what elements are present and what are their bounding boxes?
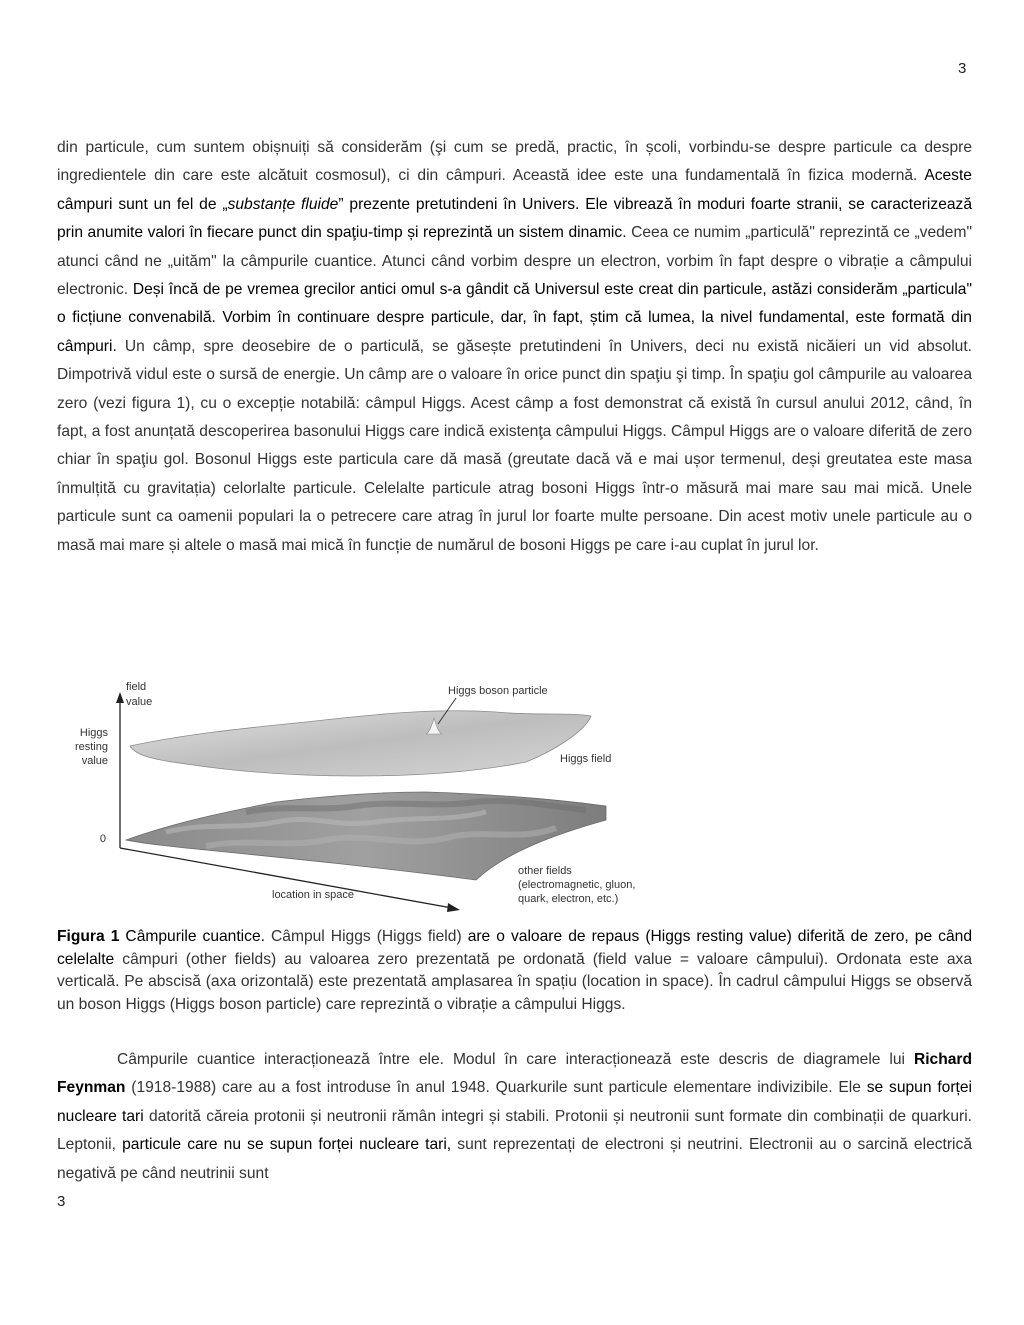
caption-text-3: câmpuri (other fields) au valoarea zero prezentată pe ordonată (field value = valoare câmpului). Ordonata este axa verticală. Pe abscisă (axa orizontală) este prezentată amplasarea în spațiu (location in space). În cadrul câmpului Higgs se observă un boson Higgs (Higgs boson particle) care reprezintă o vibrație a câmpului Higgs.: [57, 950, 972, 1013]
other-fields-label-1: other fields: [518, 865, 572, 877]
higgs-field-label: Higgs field: [560, 753, 612, 765]
other-fields-label-3: quark, electron, etc.): [518, 893, 619, 905]
p2-name: Richard Feynman: [57, 1051, 972, 1097]
p1-sentence-4: Deși încă de pe vremea grecilor antici omul s-a gândit că Universul este creat din particule, astăzi considerăm „particula" o ficțiune convenabilă. Vorbim în continuare despre particule, dar, în fapt, știm că lumea, la nivel fundamental, este formată din câmpuri.: [57, 281, 972, 355]
p2-text-2: (1918-1988) care au a fost introduse în anul 1948. Quarkurile sunt particule elementare indivizibile. Ele: [125, 1079, 867, 1097]
p2-text-4: datorită căreia protonii și neutronii rămân integri și stabili. Protonii și neutronii sunt formate din combinații de quarkuri. Leptonii,: [57, 1107, 973, 1154]
higgs-field-surface: [130, 711, 591, 776]
y-axis-label-2: value: [126, 696, 153, 708]
higgs-rest-label-3: value: [81, 755, 108, 767]
caption-label: Figura 1: [57, 928, 120, 945]
p1-sentence-3: Ceea ce numim „particulă" reprezintă ce „vedem" atunci când ne „uităm" la câmpurile cuantice. Atunci când vorbim despre un electron, vorbim în fapt despre o vibrație a câmpului electronic.: [57, 224, 972, 299]
page-number-top: 3: [958, 60, 967, 77]
p2-text-6: sunt reprezentați de electroni și neutrini. Electronii au o sarcină electrică negativă pe când neutrinii sunt: [57, 1136, 972, 1182]
other-fields-label-2: (electromagnetic, gluon,: [518, 879, 636, 891]
p1-sentence-5: Un câmp, spre deosebire de o particulă, se găsește pretutindeni în Univers, deci nu există nicăieri un vid absolut. Dimpotrivă vidul este o sursă de energie. Un câmp are o valoare în orice punct din spaţiu şi timp. În spaţiu gol câmpurile au valoarea zero (vezi figura 1), cu o excepție notabilă: câmpul Higgs. Acest câmp a fost demonstrat că există în cursul anului 2012, când, în fapt, a fost anunțată descoperirea basonului Higgs care indică existenţa câmpului Higgs. Câmpul Higgs are o valoare diferită de zero chiar în spaţiu gol. Bosonul Higgs este particula care dă masă (greutate dacă vă e mai ușor termenul, deși greutatea este masa înmulțită cu gravitația) celorlalte particule. Celelalte particule atrag bosoni Higgs într-o măsură mai mare sau mai mică. Unele particule sunt ca oamenii populari la o petrecere care atrag în jurul lor foarte multe persoane. Din acest motiv unele particule au o masă mai mare și altele o masă mai mică în funcție de numărul de bosoni Higgs pe care i-au cuplat în jurul lor.: [57, 337, 972, 554]
figure-illustration: [74, 672, 676, 912]
p1-sentence-1: din particule, cum suntem obișnuiți să considerăm (şi cum se predă, practic, în școli, vorbindu-se despre particule ca despre ingredientele din care este alcătuit cosmosul), ci din câmpuri. Această idee este una fundamentală în fizica modernă.: [57, 139, 972, 185]
x-axis-label: location in space: [272, 889, 354, 901]
x-axis-arrow-icon: [447, 903, 460, 912]
p2-text-5: particule care nu se supun forței nucleare tari,: [122, 1136, 452, 1154]
p2-text-3: se supun forței nucleare tari: [57, 1079, 972, 1125]
y-axis-label-1: field: [126, 681, 147, 693]
caption-text-2: are o valoare de repaus (Higgs resting value) diferită de zero, pe când celelalte: [57, 928, 972, 968]
p2-text-1: Câmpurile cuantice interacționează între ele. Modul în care interacționează este descris de diagramele lui: [117, 1051, 914, 1068]
body-paragraph-2: [57, 1046, 972, 1188]
caption-text-1: Câmpul Higgs (Higgs field): [264, 928, 468, 945]
higgs-rest-label-1: Higgs: [79, 727, 108, 739]
boson-label: Higgs boson particle: [448, 685, 548, 697]
p1-sentence-2a: Aceste câmpuri sunt un fel de „: [57, 167, 972, 213]
zero-label: 0: [99, 833, 106, 845]
caption-title: Câmpurile cuantice.: [119, 928, 265, 945]
body-paragraph-1: [57, 134, 972, 560]
y-axis-arrow-icon: [116, 692, 124, 703]
figure-quantum-fields: [74, 672, 676, 912]
page-number-bottom: 3: [57, 1193, 66, 1210]
p1-sentence-2b: ” prezente pretutindeni în Univers. Ele vibrează în moduri foarte stranii, se caracterizează prin anumite valori în fiecare punct din spaţiu-timp și reprezintă un sistem dinamic.: [57, 195, 973, 242]
p1-italic-term: substanțe fluide: [227, 195, 339, 213]
figure-caption: [57, 926, 972, 1016]
higgs-rest-label-2: resting: [74, 741, 108, 753]
